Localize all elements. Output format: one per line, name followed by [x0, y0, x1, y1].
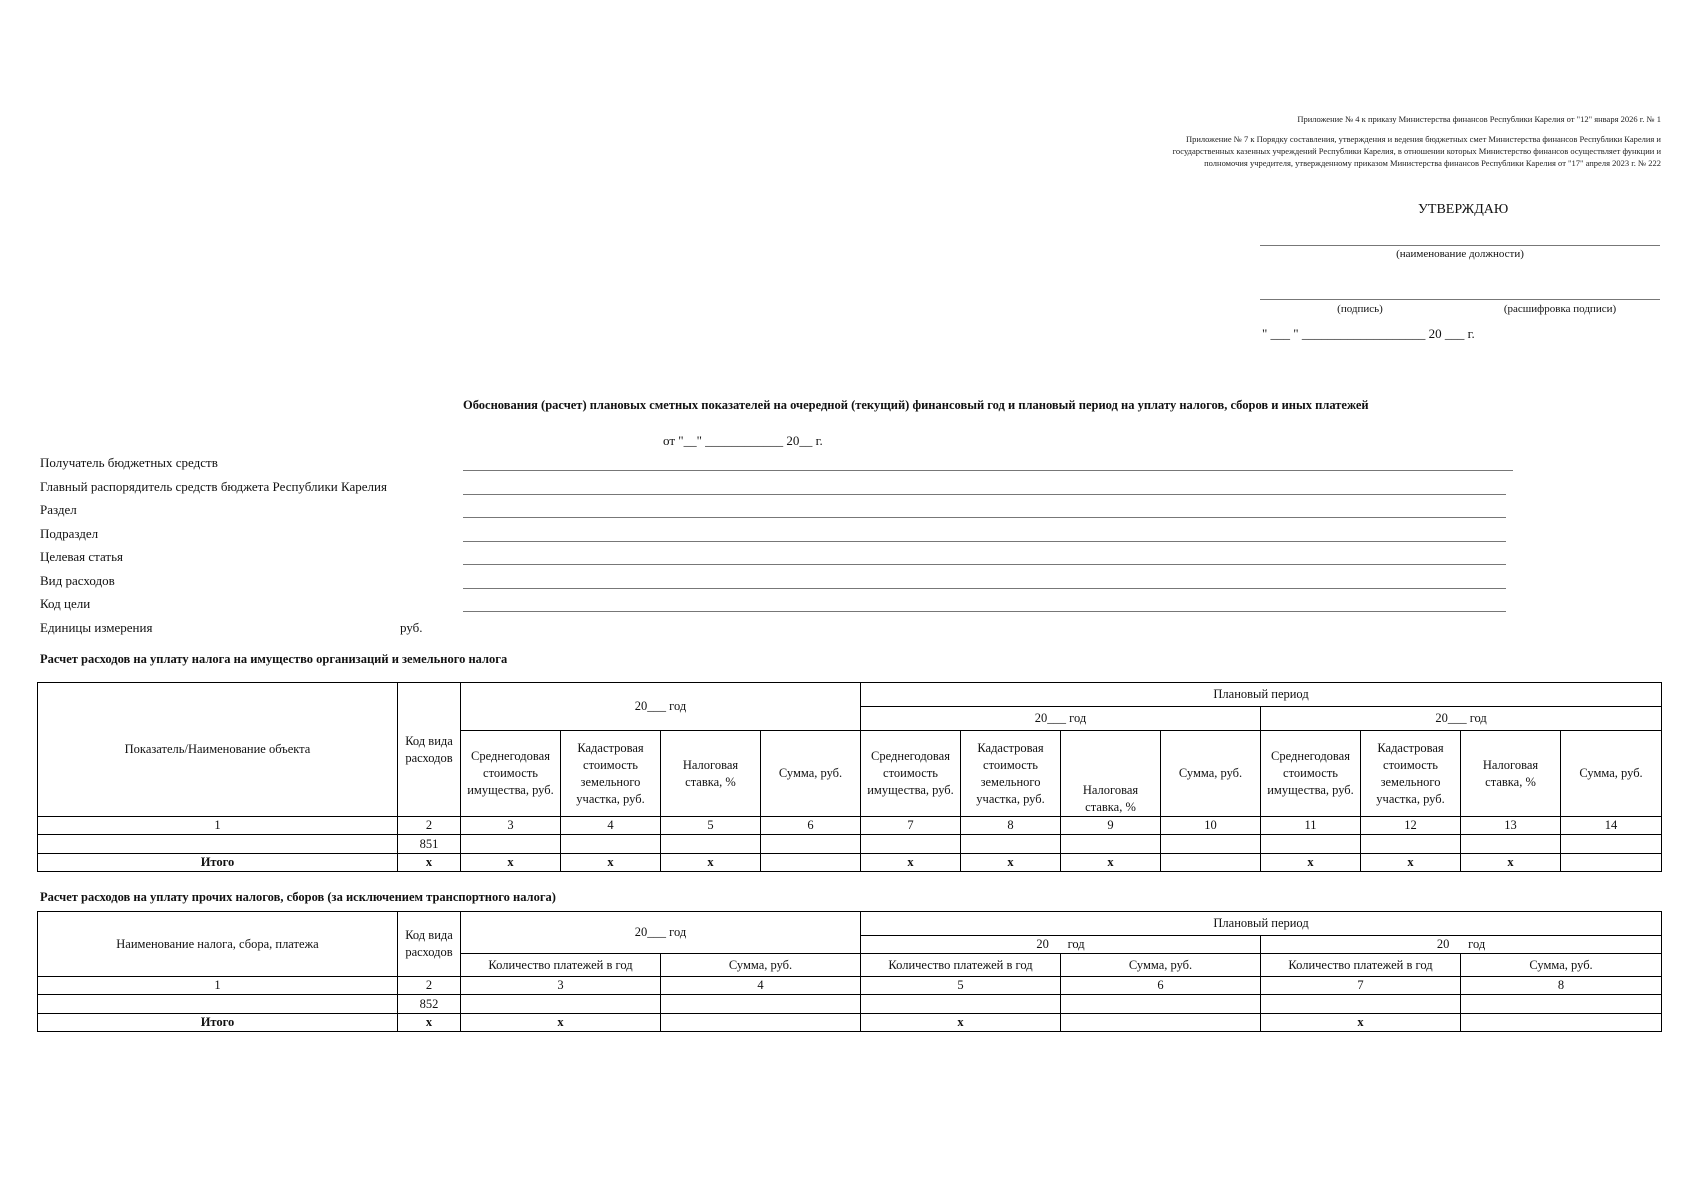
col-name: Наименование налога, сбора, платежа [38, 912, 398, 977]
col-number: 5 [661, 817, 761, 835]
total-cell: x [661, 854, 761, 872]
total-cell [1061, 1014, 1261, 1032]
sub-header: Налоговая ставка, % [1061, 731, 1161, 817]
approval-date: " ___ " ___________________ 20 ___ г. [1262, 326, 1475, 341]
field-recipient: Получатель бюджетных средств [40, 455, 218, 470]
sub-header: Сумма, руб. [761, 731, 861, 817]
total-cell: x [1361, 854, 1461, 872]
appendix7-line3: полномочия учредителя, утвержденному приказом Министерства финансов Республики Карелия от "17" апреля 2023 г. № 222 [1204, 158, 1661, 168]
decoding-caption: (расшифровка подписи) [1503, 303, 1617, 315]
year-next2: 20___ год [1261, 707, 1662, 731]
field-subsection-line[interactable] [463, 541, 1506, 542]
sub-header: Кадастровая стоимость земельного участка, руб. [561, 731, 661, 817]
row-code: 852 [398, 995, 461, 1014]
total-cell [1161, 854, 1261, 872]
total-cell: x [561, 854, 661, 872]
table-row-numbers [38, 977, 1662, 995]
sub-header: Кадастровая стоимость земельного участка, руб. [1361, 731, 1461, 817]
cell[interactable] [38, 835, 398, 854]
field-expense-type-line[interactable] [463, 588, 1506, 589]
cell[interactable] [561, 835, 661, 854]
cell[interactable] [861, 995, 1061, 1014]
sub-header: Среднегодовая стоимость имущества, руб. [861, 731, 961, 817]
sub-header: Налоговая ставка, % [1461, 731, 1561, 817]
total-row [38, 854, 1662, 872]
table1-title: Расчет расходов на уплату налога на имущество организаций и земельного налога [40, 652, 508, 666]
col-number: 10 [1161, 817, 1261, 835]
appendix7-line1: Приложение № 7 к Порядку составления, утверждения и ведения бюджетных смет Министерства финансов Республики Карелия и [1185, 134, 1661, 144]
col-number: 3 [461, 817, 561, 835]
sub-header: Количество платежей в год [1261, 954, 1461, 977]
field-units-value: руб. [400, 620, 423, 635]
col-number: 6 [1061, 977, 1261, 995]
year-next2: 20 год [1261, 936, 1662, 954]
table-row[interactable] [38, 995, 1662, 1014]
year-next1: 20___ год [861, 707, 1261, 731]
cell[interactable] [1161, 835, 1261, 854]
field-units: Единицы измерения [40, 620, 153, 635]
col-number: 8 [1461, 977, 1662, 995]
appendix7-note [961, 133, 1661, 169]
col-number: 1 [38, 817, 398, 835]
sub-header: Сумма, руб. [661, 954, 861, 977]
col-number: 14 [1561, 817, 1662, 835]
sub-header: Среднегодовая стоимость имущества, руб. [461, 731, 561, 817]
position-caption: (наименование должности) [1396, 248, 1524, 260]
cell[interactable] [1461, 835, 1561, 854]
total-cell: x [1261, 1014, 1461, 1032]
approval-title: УТВЕРЖДАЮ [1418, 202, 1509, 217]
field-target-article: Целевая статья [40, 549, 124, 564]
field-section: Раздел [40, 502, 77, 517]
cell[interactable] [1061, 835, 1161, 854]
sub-header: Сумма, руб. [1461, 954, 1662, 977]
total-label: Итого [38, 1014, 398, 1032]
field-recipient-line[interactable] [463, 470, 1513, 471]
cell[interactable] [461, 835, 561, 854]
sub-header: Среднегодовая стоимость имущества, руб. [1261, 731, 1361, 817]
cell[interactable] [1261, 835, 1361, 854]
document-date: от "__" ____________ 20__ г. [663, 433, 823, 448]
total-cell [1561, 854, 1662, 872]
cell[interactable] [1361, 835, 1461, 854]
col-number: 7 [1261, 977, 1461, 995]
cell[interactable] [861, 835, 961, 854]
col-code: Код вида расходов [398, 683, 461, 817]
cell[interactable] [1061, 995, 1261, 1014]
col-number: 4 [561, 817, 661, 835]
total-cell: x [961, 854, 1061, 872]
col-number: 13 [1461, 817, 1561, 835]
col-number: 2 [398, 817, 461, 835]
cell[interactable] [761, 835, 861, 854]
other-taxes-table [37, 911, 1662, 1032]
position-line [1260, 245, 1660, 246]
appendix7-line2: государственных казенных учреждений Республики Карелия, в отношении которых Министерство финансов осуществляет функции и [1172, 146, 1661, 156]
row-code: 851 [398, 835, 461, 854]
year-current: 20___ год [461, 683, 861, 731]
planned-period: Плановый период [861, 912, 1662, 936]
col-number: 3 [461, 977, 661, 995]
total-cell [1461, 1014, 1662, 1032]
sub-header: Налоговая ставка, % [661, 731, 761, 817]
table2-title: Расчет расходов на уплату прочих налогов, сборов (за исключением транспортного налога) [40, 890, 556, 904]
cell[interactable] [661, 995, 861, 1014]
total-cell: x [398, 854, 461, 872]
sub-header: Количество платежей в год [461, 954, 661, 977]
total-cell: x [1061, 854, 1161, 872]
col-number: 11 [1261, 817, 1361, 835]
field-main-manager: Главный распорядитель средств бюджета Республики Карелия [40, 479, 387, 494]
cell[interactable] [661, 835, 761, 854]
col-number: 6 [761, 817, 861, 835]
sub-header: Количество платежей в год [861, 954, 1061, 977]
year-next1: 20 год [861, 936, 1261, 954]
total-cell: x [861, 854, 961, 872]
total-cell: x [1461, 854, 1561, 872]
field-expense-type: Вид расходов [40, 573, 115, 588]
col-code: Код вида расходов [398, 912, 461, 977]
total-cell [661, 1014, 861, 1032]
col-number: 8 [961, 817, 1061, 835]
col-number: 9 [1061, 817, 1161, 835]
cell[interactable] [38, 995, 398, 1014]
total-cell: x [461, 1014, 661, 1032]
sub-header: Кадастровая стоимость земельного участка, руб. [961, 731, 1061, 817]
document-title: Обоснования (расчет) плановых сметных показателей на очередной (текущий) финансовый год и плановый период на уплату налогов, сборов и иных платежей [463, 398, 1369, 412]
sub-header: Сумма, руб. [1061, 954, 1261, 977]
field-goal-code: Код цели [40, 596, 91, 611]
col-number: 7 [861, 817, 961, 835]
cell[interactable] [1261, 995, 1461, 1014]
field-goal-code-line[interactable] [463, 611, 1506, 612]
total-row [38, 1014, 1662, 1032]
field-main-manager-line[interactable] [463, 494, 1506, 495]
appendix4-note: Приложение № 4 к приказу Министерства финансов Республики Карелия от "12" января 2026 г. № 1 [1297, 114, 1661, 124]
col-number: 4 [661, 977, 861, 995]
total-cell: x [1261, 854, 1361, 872]
sub-header: Сумма, руб. [1161, 731, 1261, 817]
table-row-numbers [38, 817, 1662, 835]
field-subsection: Подраздел [40, 526, 99, 541]
total-cell: x [461, 854, 561, 872]
table-row[interactable] [38, 835, 1662, 854]
property-tax-table [37, 682, 1662, 872]
signature-line [1260, 299, 1660, 300]
year-current: 20___ год [461, 912, 861, 954]
total-cell [761, 854, 861, 872]
col-number: 2 [398, 977, 461, 995]
sub-header: Сумма, руб. [1561, 731, 1662, 817]
cell[interactable] [461, 995, 661, 1014]
planned-period: Плановый период [861, 683, 1662, 707]
cell[interactable] [961, 835, 1061, 854]
field-target-article-line[interactable] [463, 564, 1506, 565]
col-number: 12 [1361, 817, 1461, 835]
col-number: 1 [38, 977, 398, 995]
total-cell: x [861, 1014, 1061, 1032]
cell[interactable] [1461, 995, 1662, 1014]
signature-caption: (подпись) [1337, 303, 1383, 315]
col-number: 5 [861, 977, 1061, 995]
field-section-line[interactable] [463, 517, 1506, 518]
cell[interactable] [1561, 835, 1662, 854]
total-label: Итого [38, 854, 398, 872]
col-indicator: Показатель/Наименование объекта [38, 683, 398, 817]
total-cell: x [398, 1014, 461, 1032]
